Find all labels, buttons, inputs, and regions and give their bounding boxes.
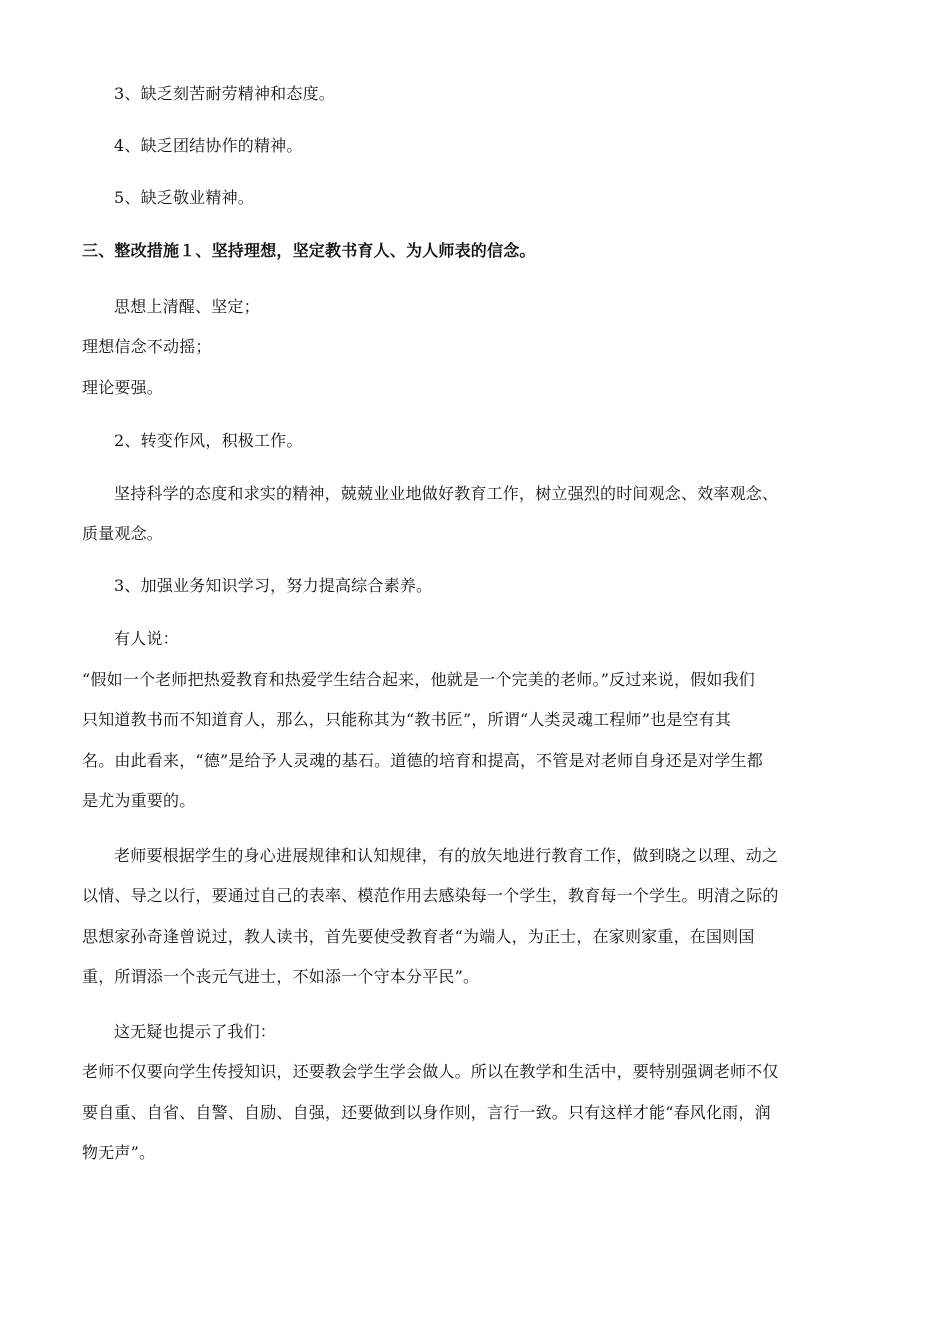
paragraph-line: 是尤为重要的。 xyxy=(82,791,196,810)
text-line: 这无疑也提示了我们： xyxy=(114,1022,277,1041)
subheading: 3、加强业务知识学习，努力提高综合素养。 xyxy=(114,576,433,595)
paragraph-line: 质量观念。 xyxy=(82,524,164,543)
section-heading: 三、整改措施１、坚持理想，坚定教书育人、为人师表的信念。 xyxy=(82,241,536,260)
paragraph-line: 要自重、自省、自警、自励、自强，还要做到以身作则，言行一致。只有这样才能“春风化雨，润 xyxy=(82,1103,771,1122)
paragraph-line: 思想家孙奇逢曾说过，教人读书，首先要使受教育者“为端人，为正士，在家则家重，在国则国 xyxy=(82,927,755,946)
text-line: 理想信念不动摇； xyxy=(82,337,212,356)
text-line: 有人说： xyxy=(114,629,179,648)
text-line: 理论要强。 xyxy=(82,378,164,397)
paragraph-line: 老师要根据学生的身心进展规律和认知规律，有的放矢地进行教育工作，做到晓之以理、动之 xyxy=(114,846,779,865)
list-item-5: 5、缺乏敬业精神。 xyxy=(114,188,254,207)
paragraph-line: 物无声”。 xyxy=(82,1143,156,1162)
paragraph-line: “假如一个老师把热爱教育和热爱学生结合起来，他就是一个完美的老师。”反过来说，假如我们 xyxy=(82,670,755,689)
paragraph-line: 重，所谓添一个丧元气进士，不如添一个守本分平民”。 xyxy=(82,967,480,986)
list-item-3: 3、缺乏刻苦耐劳精神和态度。 xyxy=(114,84,335,103)
paragraph-line: 名。由此看来，“德”是给予人灵魂的基石。道德的培育和提高，不管是对老师自身还是对学生都 xyxy=(82,751,763,770)
paragraph-line: 老师不仅要向学生传授知识，还要教会学生学会做人。所以在教学和生活中，要特别强调老师不仅 xyxy=(82,1062,779,1081)
paragraph-line: 只知道教书而不知道育人，那么，只能称其为“教书匠”，所谓“人类灵魂工程师”也是空有其 xyxy=(82,710,732,729)
paragraph-line: 以情、导之以行，要通过自己的表率、模范作用去感染每一个学生，教育每一个学生。明清之际的 xyxy=(82,886,779,905)
text-line: 思想上清醒、坚定； xyxy=(114,297,260,316)
paragraph-line: 坚持科学的态度和求实的精神，兢兢业业地做好教育工作，树立强烈的时间观念、效率观念、 xyxy=(114,484,779,503)
subheading: 2、转变作风，积极工作。 xyxy=(114,431,303,450)
list-item-4: 4、缺乏团结协作的精神。 xyxy=(114,136,303,155)
